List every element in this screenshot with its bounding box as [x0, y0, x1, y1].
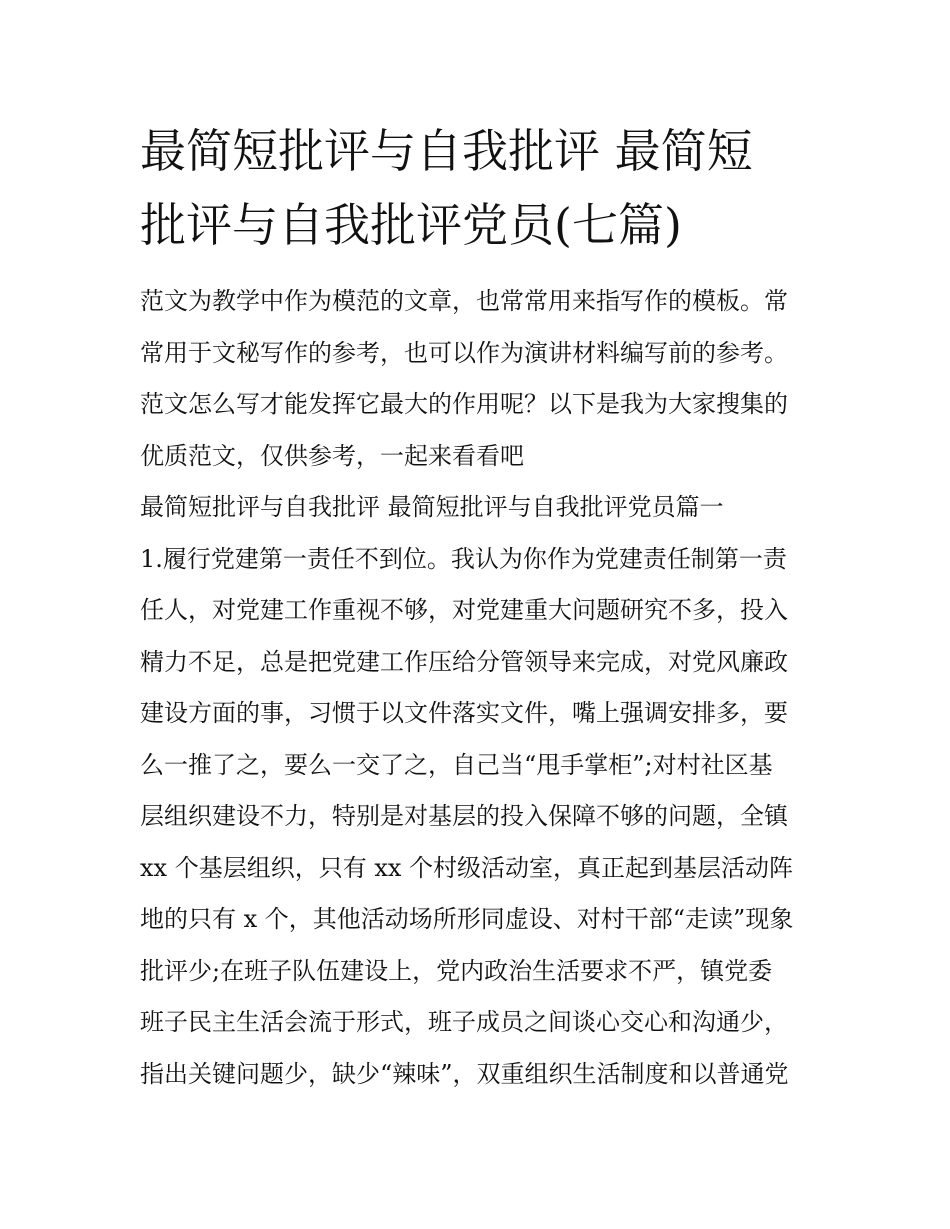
paragraph-line: 班子民主生活会流于形式，班子成员之间谈心交心和沟通少，	[140, 1008, 788, 1036]
paragraph-line: 1.履行党建第一责任不到位。我认为你作为党建责任制第一责	[140, 544, 787, 573]
paragraph-line: 任人，对党建工作重视不够，对党建重大问题研究不多，投入	[140, 596, 788, 624]
paragraph-line: 批评少;在班子队伍建设上，党内政治生活要求不严，镇党委	[140, 956, 773, 985]
intro-line: 范文怎么写才能发挥它最大的作用呢？以下是我为大家搜集的	[140, 390, 788, 418]
title-line: 批评与自我批评党员(七篇)	[140, 198, 682, 252]
paragraph-line: 地的只有 x 个，其他活动场所形同虚设、对村干部“走读”现象	[140, 905, 794, 933]
paragraph-line: 建设方面的事，习惯于以文件落实文件，嘴上强调安排多，要	[140, 699, 788, 727]
paragraph-line: 层组织建设不力，特别是对基层的投入保障不够的问题，全镇	[140, 802, 788, 830]
intro-line: 范文为教学中作为模范的文章，也常常用来指写作的模板。常	[140, 287, 788, 315]
paragraph-line: 么一推了之，要么一交了之，自己当“甩手掌柜”;对村社区基	[140, 750, 773, 779]
paragraph-line: 指出关键问题少，缺少“辣味”，双重组织生活制度和以普通党	[140, 1059, 789, 1088]
section-heading: 最简短批评与自我批评 最简短批评与自我批评党员篇一	[140, 493, 724, 521]
intro-line: 优质范文，仅供参考，一起来看看吧	[140, 441, 524, 470]
title-line: 最简短批评与自我批评 最简短	[140, 124, 753, 178]
paragraph-line: xx 个基层组织，只有 xx 个村级活动室，真正起到基层活动阵	[140, 853, 794, 882]
document-body	[140, 276, 820, 1100]
paragraph-line: 精力不足，总是把党建工作压给分管领导来完成，对党风廉政	[140, 647, 788, 676]
document-title	[140, 114, 820, 262]
intro-line: 常用于文秘写作的参考，也可以作为演讲材料编写前的参考。	[140, 338, 788, 367]
